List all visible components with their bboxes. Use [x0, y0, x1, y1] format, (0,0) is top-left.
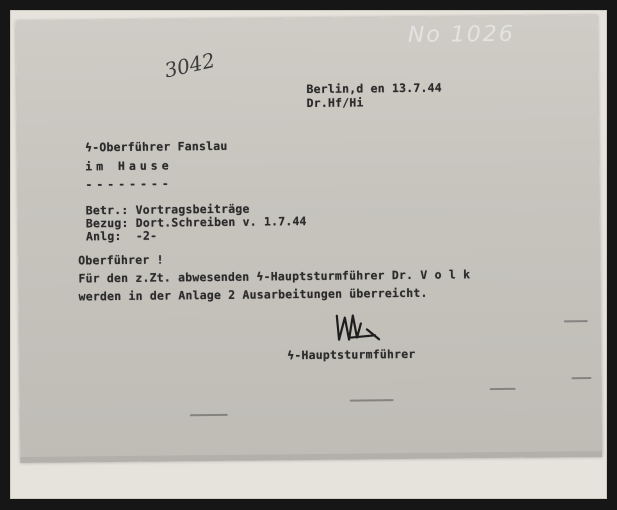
scan-mark — [190, 414, 228, 416]
archive-number: No 1026 — [407, 21, 515, 48]
handwritten-note: 3042 — [162, 47, 218, 83]
scan-mark — [564, 320, 588, 322]
place-date: Berlin,d en 13.7.44 — [306, 80, 442, 97]
body-line-2: werden in der Anlage 2 Ausarbeitungen überreicht. — [78, 285, 428, 304]
reference-line: Bezug: Dort.Schreiben v. 1.7.44 — [85, 214, 307, 231]
body-line-1: Für den z.Zt. abwesenden ϟ-Hauptsturmführer Dr. V o l k — [78, 267, 471, 286]
scan-mark — [350, 399, 394, 401]
recipient-line: ϟ-Oberführer Fanslau — [84, 138, 228, 155]
scan-mark — [490, 388, 516, 390]
document-sheet — [16, 15, 603, 463]
signature-title: ϟ-Hauptsturmführer — [287, 346, 416, 363]
salutation: Oberführer ! — [78, 252, 164, 268]
subject-line: Betr.: Vortragsbeiträge — [85, 201, 250, 218]
reference-code: Dr.Hf/Hi — [306, 95, 364, 111]
recipient-location: im Hause — [85, 158, 173, 174]
enclosures-line: Anlg: -2- — [85, 228, 158, 244]
scan-mark — [571, 377, 591, 379]
separator-line: -------- — [85, 176, 173, 192]
